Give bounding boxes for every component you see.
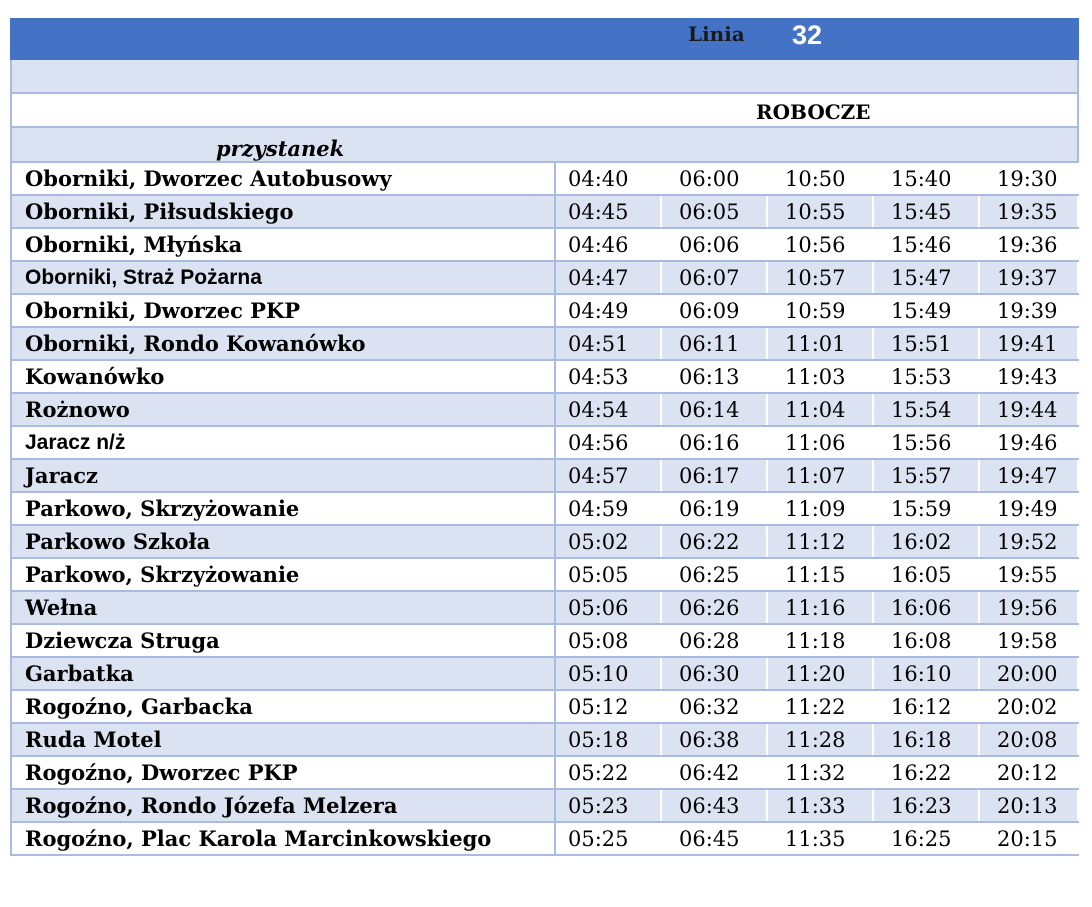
departure-time-cell (555, 162, 661, 195)
departure-time-cell (873, 195, 979, 228)
departure-time-cell (873, 624, 979, 657)
departure-time: 15:51 (891, 331, 952, 356)
departure-time-cell (555, 294, 661, 327)
column-header-row (11, 127, 1078, 162)
departure-time-cell (555, 822, 661, 855)
departure-time: 06:06 (679, 232, 740, 257)
departure-time-cell (873, 657, 979, 690)
departure-time-cell (873, 525, 979, 558)
departure-time-cell (767, 459, 873, 492)
departure-time-cell (555, 789, 661, 822)
departure-time: 15:46 (891, 232, 952, 257)
departure-time: 06:30 (679, 661, 740, 686)
departure-time-cell (873, 360, 979, 393)
departure-time: 11:32 (785, 760, 846, 785)
departure-time: 16:23 (891, 793, 952, 818)
departure-time: 04:40 (568, 166, 629, 191)
departure-time-cell (661, 162, 767, 195)
departure-time-cell (767, 360, 873, 393)
line-number: 32 (792, 20, 823, 50)
departure-time: 06:26 (679, 595, 740, 620)
departure-time: 04:53 (568, 364, 629, 389)
departure-time: 10:50 (785, 166, 846, 191)
departure-time-cell (979, 426, 1078, 459)
departure-time: 20:08 (997, 727, 1058, 752)
departure-time-cell (873, 756, 979, 789)
departure-time: 16:06 (891, 595, 952, 620)
stop-name: Oborniki, Dworzec Autobusowy (11, 162, 555, 195)
day-type-row (11, 93, 1078, 127)
departure-time-cell (873, 162, 979, 195)
table-row (11, 822, 1078, 855)
departure-time-cell (873, 327, 979, 360)
departure-time: 05:06 (568, 595, 629, 620)
departure-time-cell (979, 822, 1078, 855)
departure-time: 15:56 (891, 430, 952, 455)
departure-time: 10:55 (785, 199, 846, 224)
departure-time-cell (555, 657, 661, 690)
departure-time: 15:57 (891, 463, 952, 488)
departure-time: 15:59 (891, 496, 952, 521)
departure-time: 11:18 (785, 628, 846, 653)
departure-time-cell (873, 459, 979, 492)
timetable (10, 18, 1079, 856)
departure-time-cell (979, 525, 1078, 558)
departure-time: 06:16 (679, 430, 740, 455)
departure-time-cell (767, 261, 873, 294)
departure-time: 19:41 (997, 331, 1058, 356)
departure-time-cell (661, 360, 767, 393)
departure-time-cell (661, 822, 767, 855)
timetable-header-row (11, 19, 1078, 59)
departure-time: 15:53 (891, 364, 952, 389)
departure-time: 06:43 (679, 793, 740, 818)
departure-time: 19:58 (997, 628, 1058, 653)
table-row (11, 261, 1078, 294)
departure-time-cell (661, 624, 767, 657)
stop-name: Oborniki, Rondo Kowanówko (11, 327, 555, 360)
departure-time-cell (555, 690, 661, 723)
blank-row (11, 59, 1078, 93)
departure-time: 19:30 (997, 166, 1058, 191)
departure-time-cell (767, 294, 873, 327)
departure-time: 05:10 (568, 661, 629, 686)
departure-time-cell (767, 657, 873, 690)
departure-time-cell (873, 822, 979, 855)
departure-time: 04:54 (568, 397, 629, 422)
departure-time: 11:04 (785, 397, 846, 422)
departure-time: 19:52 (997, 529, 1058, 554)
stop-name: Parkowo, Skrzyżowanie (11, 558, 555, 591)
departure-time: 11:28 (785, 727, 846, 752)
departure-time-cell (555, 426, 661, 459)
departure-time: 05:05 (568, 562, 629, 587)
departure-time-cell (555, 624, 661, 657)
departure-time: 16:08 (891, 628, 952, 653)
departure-time-cell (661, 195, 767, 228)
departure-time-cell (555, 327, 661, 360)
departure-time-cell (555, 195, 661, 228)
departure-time-cell (979, 195, 1078, 228)
table-row (11, 690, 1078, 723)
departure-time-cell (661, 294, 767, 327)
table-row (11, 294, 1078, 327)
departure-time-cell (979, 459, 1078, 492)
departure-time-cell (767, 393, 873, 426)
stop-name: Oborniki, Straż Pożarna (11, 261, 555, 294)
departure-time: 04:57 (568, 463, 629, 488)
departure-time: 15:47 (891, 265, 952, 290)
departure-time-cell (767, 723, 873, 756)
departure-time-cell (873, 723, 979, 756)
departure-time-cell (979, 327, 1078, 360)
departure-time: 06:45 (679, 826, 740, 851)
departure-time: 04:56 (568, 430, 629, 455)
stop-name: Rogoźno, Rondo Józefa Melzera (11, 789, 555, 822)
stop-name: Ruda Motel (11, 723, 555, 756)
stop-name: Parkowo Szkoła (11, 525, 555, 558)
departure-time: 15:54 (891, 397, 952, 422)
departure-time: 06:13 (679, 364, 740, 389)
departure-time: 06:09 (679, 298, 740, 323)
departure-time-cell (873, 492, 979, 525)
departure-time: 19:46 (997, 430, 1058, 455)
departure-time: 06:25 (679, 562, 740, 587)
stop-name: Dziewcza Struga (11, 624, 555, 657)
departure-time-cell (979, 393, 1078, 426)
departure-time-cell (661, 459, 767, 492)
departure-time-cell (555, 360, 661, 393)
table-row (11, 162, 1078, 195)
departure-time: 11:12 (785, 529, 846, 554)
departure-time-cell (979, 591, 1078, 624)
departure-time: 06:38 (679, 727, 740, 752)
departure-time-cell (767, 228, 873, 261)
departure-time: 05:22 (568, 760, 629, 785)
departure-time-cell (661, 558, 767, 591)
table-row (11, 723, 1078, 756)
departure-time-cell (767, 426, 873, 459)
departure-time-cell (767, 162, 873, 195)
table-row (11, 195, 1078, 228)
departure-time: 20:13 (997, 793, 1058, 818)
departure-time-cell (979, 789, 1078, 822)
table-row (11, 756, 1078, 789)
day-type-label: ROBOCZE (756, 100, 871, 124)
departure-time: 11:35 (785, 826, 846, 851)
departure-time-cell (661, 492, 767, 525)
departure-time: 06:22 (679, 529, 740, 554)
departure-time-cell (661, 228, 767, 261)
stop-name: Rogoźno, Dworzec PKP (11, 756, 555, 789)
departure-time-cell (767, 327, 873, 360)
departure-time: 11:06 (785, 430, 846, 455)
table-row (11, 327, 1078, 360)
departure-time: 16:25 (891, 826, 952, 851)
departure-time: 06:17 (679, 463, 740, 488)
departure-time: 04:46 (568, 232, 629, 257)
departure-time: 06:00 (679, 166, 740, 191)
departure-time: 06:19 (679, 496, 740, 521)
departure-time: 16:22 (891, 760, 952, 785)
departure-time: 19:47 (997, 463, 1058, 488)
line-title: Linia (688, 22, 745, 46)
departure-time-cell (555, 525, 661, 558)
departure-time-cell (661, 426, 767, 459)
departure-time-cell (767, 591, 873, 624)
departure-time-cell (979, 756, 1078, 789)
departure-time: 05:02 (568, 529, 629, 554)
departure-time: 11:01 (785, 331, 846, 356)
departure-time: 04:49 (568, 298, 629, 323)
departure-time: 19:35 (997, 199, 1058, 224)
departure-time-cell (767, 624, 873, 657)
departure-time: 15:45 (891, 199, 952, 224)
departure-time-cell (767, 558, 873, 591)
stop-name: Rogoźno, Plac Karola Marcinkowskiego (11, 822, 555, 855)
table-row (11, 525, 1078, 558)
departure-time: 10:57 (785, 265, 846, 290)
departure-time: 06:14 (679, 397, 740, 422)
departure-time: 11:33 (785, 793, 846, 818)
departure-time: 19:56 (997, 595, 1058, 620)
departure-time-cell (555, 261, 661, 294)
departure-time-cell (979, 657, 1078, 690)
departure-time: 20:02 (997, 694, 1058, 719)
departure-time-cell (979, 723, 1078, 756)
departure-time: 11:16 (785, 595, 846, 620)
stop-name: Garbatka (11, 657, 555, 690)
departure-time: 20:00 (997, 661, 1058, 686)
table-row (11, 558, 1078, 591)
departure-time: 11:22 (785, 694, 846, 719)
departure-time-cell (767, 822, 873, 855)
departure-time: 16:05 (891, 562, 952, 587)
departure-time-cell (555, 492, 661, 525)
table-row (11, 591, 1078, 624)
departure-time: 06:11 (679, 331, 740, 356)
departure-time: 20:12 (997, 760, 1058, 785)
departure-time-cell (873, 558, 979, 591)
departure-time: 11:07 (785, 463, 846, 488)
stop-name: Parkowo, Skrzyżowanie (11, 492, 555, 525)
stop-name: Rogoźno, Garbacka (11, 690, 555, 723)
departure-time: 15:49 (891, 298, 952, 323)
departure-time: 04:45 (568, 199, 629, 224)
departure-time-cell (555, 591, 661, 624)
departure-time-cell (979, 492, 1078, 525)
departure-time-cell (767, 756, 873, 789)
departure-time-cell (555, 558, 661, 591)
departure-time-cell (555, 393, 661, 426)
departure-time-cell (661, 756, 767, 789)
departure-time-cell (767, 525, 873, 558)
departure-time-cell (873, 393, 979, 426)
departure-time-cell (661, 261, 767, 294)
stop-name: Jaracz (11, 459, 555, 492)
table-row (11, 624, 1078, 657)
departure-time-cell (873, 228, 979, 261)
departure-time: 11:09 (785, 496, 846, 521)
departure-time-cell (555, 723, 661, 756)
stop-name: Rożnowo (11, 393, 555, 426)
departure-time: 04:51 (568, 331, 629, 356)
departure-time-cell (979, 162, 1078, 195)
departure-time: 06:28 (679, 628, 740, 653)
departure-time: 06:07 (679, 265, 740, 290)
departure-time-cell (979, 690, 1078, 723)
departure-time: 16:12 (891, 694, 952, 719)
departure-time: 16:10 (891, 661, 952, 686)
departure-time: 04:59 (568, 496, 629, 521)
departure-time-cell (661, 525, 767, 558)
table-row (11, 492, 1078, 525)
departure-time: 16:18 (891, 727, 952, 752)
departure-time: 06:32 (679, 694, 740, 719)
departure-time-cell (661, 657, 767, 690)
stop-name: Jaracz n/ż (11, 426, 555, 459)
departure-time-cell (979, 360, 1078, 393)
departure-time-cell (979, 558, 1078, 591)
departure-time-cell (767, 492, 873, 525)
table-row (11, 393, 1078, 426)
departure-time-cell (767, 195, 873, 228)
departure-time: 19:43 (997, 364, 1058, 389)
departure-time: 10:59 (785, 298, 846, 323)
departure-time: 11:20 (785, 661, 846, 686)
table-row (11, 789, 1078, 822)
stop-column-header: przystanek (216, 136, 345, 161)
departure-time-cell (873, 789, 979, 822)
table-row (11, 459, 1078, 492)
departure-time: 16:02 (891, 529, 952, 554)
departure-time-cell (979, 624, 1078, 657)
departure-time-cell (661, 327, 767, 360)
departure-time: 19:39 (997, 298, 1058, 323)
departure-time: 05:23 (568, 793, 629, 818)
departure-time-cell (555, 756, 661, 789)
departure-time-cell (979, 228, 1078, 261)
stop-name: Oborniki, Młyńska (11, 228, 555, 261)
departure-time-cell (555, 228, 661, 261)
departure-time-cell (979, 261, 1078, 294)
departure-time: 19:37 (997, 265, 1058, 290)
departure-time: 19:49 (997, 496, 1058, 521)
departure-time-cell (979, 294, 1078, 327)
departure-time: 20:15 (997, 826, 1058, 851)
departure-time-cell (873, 294, 979, 327)
departure-time-cell (767, 789, 873, 822)
departure-time: 19:44 (997, 397, 1058, 422)
table-row (11, 360, 1078, 393)
departure-time-cell (661, 789, 767, 822)
departure-time: 05:12 (568, 694, 629, 719)
departure-time-cell (873, 690, 979, 723)
departure-time-cell (661, 591, 767, 624)
departure-time-cell (873, 261, 979, 294)
departure-time: 06:05 (679, 199, 740, 224)
departure-time: 11:15 (785, 562, 846, 587)
departure-time: 19:55 (997, 562, 1058, 587)
stop-name: Oborniki, Piłsudskiego (11, 195, 555, 228)
departure-time-cell (767, 690, 873, 723)
departure-time-cell (661, 690, 767, 723)
departure-time: 10:56 (785, 232, 846, 257)
departure-time: 04:47 (568, 265, 629, 290)
departure-time-cell (661, 723, 767, 756)
departure-time-cell (555, 459, 661, 492)
table-row (11, 657, 1078, 690)
departure-time: 05:18 (568, 727, 629, 752)
departure-time: 05:08 (568, 628, 629, 653)
departure-time-cell (873, 591, 979, 624)
stop-name: Oborniki, Dworzec PKP (11, 294, 555, 327)
stop-name: Wełna (11, 591, 555, 624)
departure-time-cell (661, 393, 767, 426)
departure-time: 05:25 (568, 826, 629, 851)
departure-time: 19:36 (997, 232, 1058, 257)
departure-time: 11:03 (785, 364, 846, 389)
departure-time: 15:40 (891, 166, 952, 191)
table-row (11, 426, 1078, 459)
departure-time: 06:42 (679, 760, 740, 785)
table-row (11, 228, 1078, 261)
stop-name: Kowanówko (11, 360, 555, 393)
departure-time-cell (873, 426, 979, 459)
